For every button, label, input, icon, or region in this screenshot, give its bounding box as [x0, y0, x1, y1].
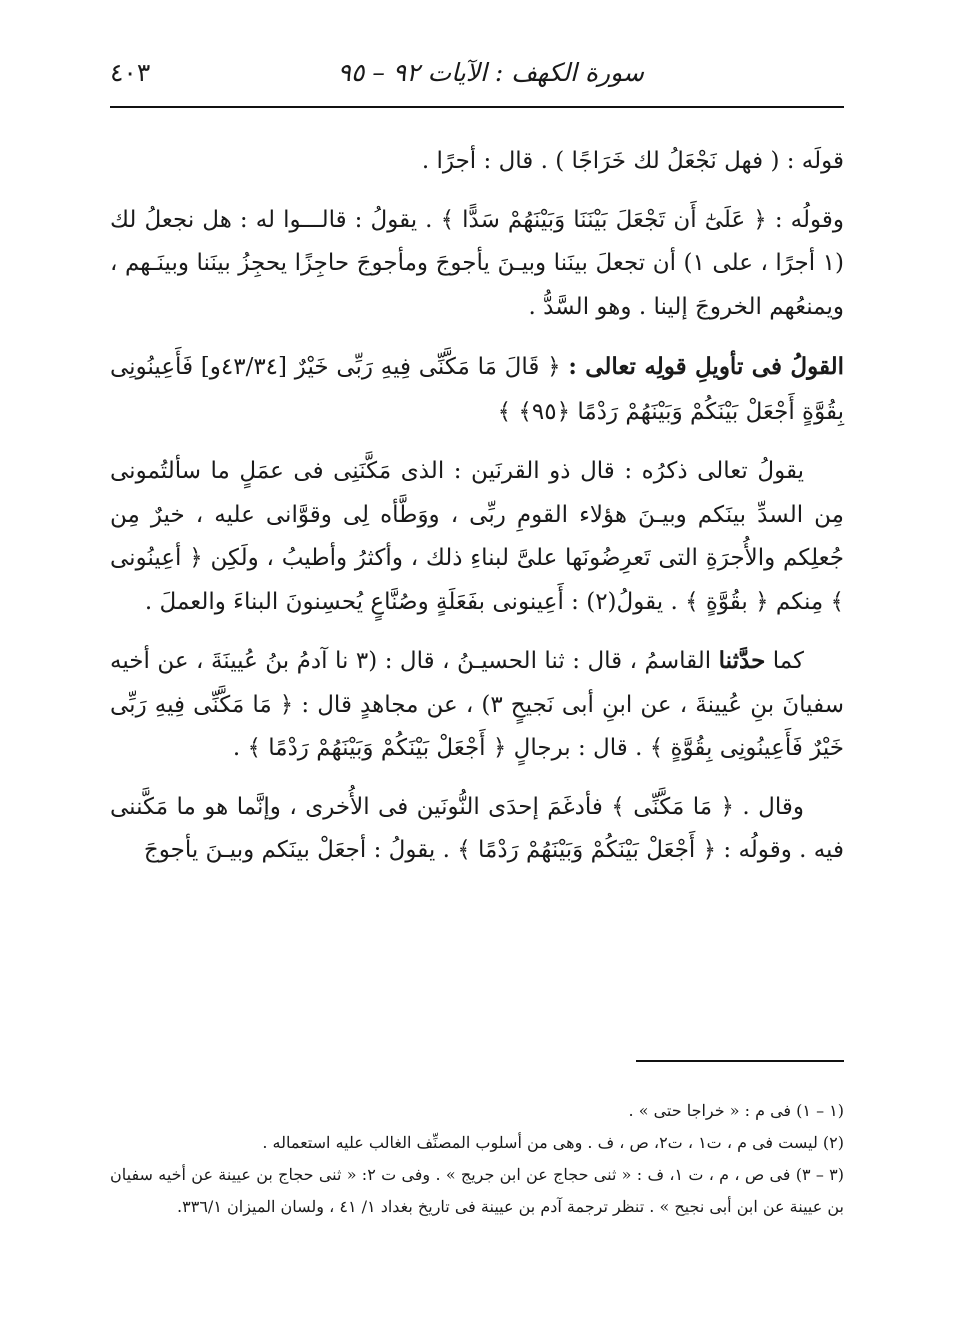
footnote-2: (٢) ليست فى م ، ت١ ، ت٢، ص ، ف . وهى من أسلوب المصنِّف الغالب عليه استعماله .	[262, 1133, 844, 1152]
paragraph-4-start: كما	[765, 648, 805, 674]
section-heading-paragraph	[110, 344, 844, 435]
paragraph-2: وقولُه : ﴿ عَلَىٰٓ أَن تَجْعَلَ بَيْنَنَا وَبَيْنَهُمْ سَدًّا ﴾ . يقولُ : قالـــوا له : هل نجعلُ لك (١ أجرًا ، على ١) أن تجعلَ بينَنا وبيـنَ يأجوجَ ومأجوجَ حاجِزًا يحجِزُ بينَنا وبينَـهم ، ويمنعُهم الخروجَ إلينا . وهو السَّدُّ .	[110, 206, 844, 320]
paragraph-4	[110, 639, 844, 771]
section-heading-verse: ﴿ قَالَ مَا مَكَّنِّى فِيهِ رَبِّى خَيْرٌ [٤٣/٣٤و] فَأَعِينُونِى بِقُوَّةٍ أَجْعَلْ بَيْنَكُمْ وَبَيْنَهُمْ رَدْمًا ﴿٩٥﴾ ﴾	[110, 354, 844, 425]
main-text	[110, 140, 844, 888]
footnote-3: (٣ – ٣) فى ص ، م ، ت ١، ف : « ثنى حجاج عن ابن جريج » . وفى ت ٢: « ثنى حجاج بن عيينة عن أخيه سفيان بن عيينة عن ابن أبى نجيح » . تنظر ترجمة آدم بن عيينة فى تاريخ بغداد ١/ ٤١ ، ولسان الميزان ٣٣٦/١.	[110, 1165, 845, 1216]
paragraph-5: وقال . ﴿ مَا مَكَّنِّى ﴾ فأدغَمَ إحدَى النُّونَين فى الأُخرى ، وإنَّما هو ما مَكَّننى فيه . وقولُه : ﴿ أَجْعَلْ بَيْنَكُمْ وَبَيْنَهُمْ رَدْمًا ﴾ . يقولُ : أجعَلْ بينَكم وبيـنَ يأجوجَ	[110, 793, 844, 863]
footnotes	[110, 1095, 844, 1223]
page-number: ٤٠٣	[110, 58, 151, 87]
header-rule	[110, 106, 844, 108]
header-title: سورة الكهف : الآيات ٩٢ – ٩٥	[337, 58, 644, 87]
paragraph-4-rest: القاسمُ ، قال : ثنا الحسيـنُ ، قال : (٣ نا آدمُ بنُ عُيينَةَ ، عن أخيه سفيانَ بنِ عُيينةَ ، عن ابنِ أبى نَجيحٍ ٣) ، عن مجاهدٍ قال : ﴿ مَا مَكَّنِّى فِيهِ رَبِّى خَيْرٌ فَأَعِينُونِى بِقُوَّةٍ ﴾ . قال : برجالٍ ﴿ أَجْعَلْ بَيْنَكُمْ وَبَيْنَهُمْ رَدْمًا ﴾ .	[110, 648, 844, 761]
section-heading-lead: القولُ فى تأويلِ قولِه تعالى :	[568, 353, 844, 380]
paragraph-1: قولَه : ( فهل نَجْعَلُ لك خَرَاجًا ) . قال : أجرًا .	[421, 148, 844, 174]
footnote-1: (١ – ١) فى م : « خراجا حتى » .	[628, 1101, 844, 1120]
running-header	[110, 50, 844, 98]
footnote-separator	[636, 1060, 844, 1062]
paragraph-3: يقولُ تعالى ذكرُه : قال ذو القرنَين : الذى مَكَّنَنِى فى عمَلٍ ما سألتُمونى مِن السدِّ بينَكم وبيـنَ هؤلاء القومِ ربِّى ، ووَطَّأه لِى وقوَّانى عليه ، خيرٌ مِن جُعلِكم والأُجرَةِ التى تَعرِضُونَها علىَّ لبناءِ ذلك ، وأكثرُ وأطيبُ ، ولَكِن ﴿ أعِينُونى ﴾ مِنكم ﴿ بقُوَّةٍ ﴾ . يقولُ(٢) : أَعِينونى بفَعَلَةٍ وصُنَّاعٍ يُحسِنونَ البناءَ والعملَ .	[110, 458, 844, 615]
paragraph-4-bold: حدَّثنا	[718, 647, 766, 674]
